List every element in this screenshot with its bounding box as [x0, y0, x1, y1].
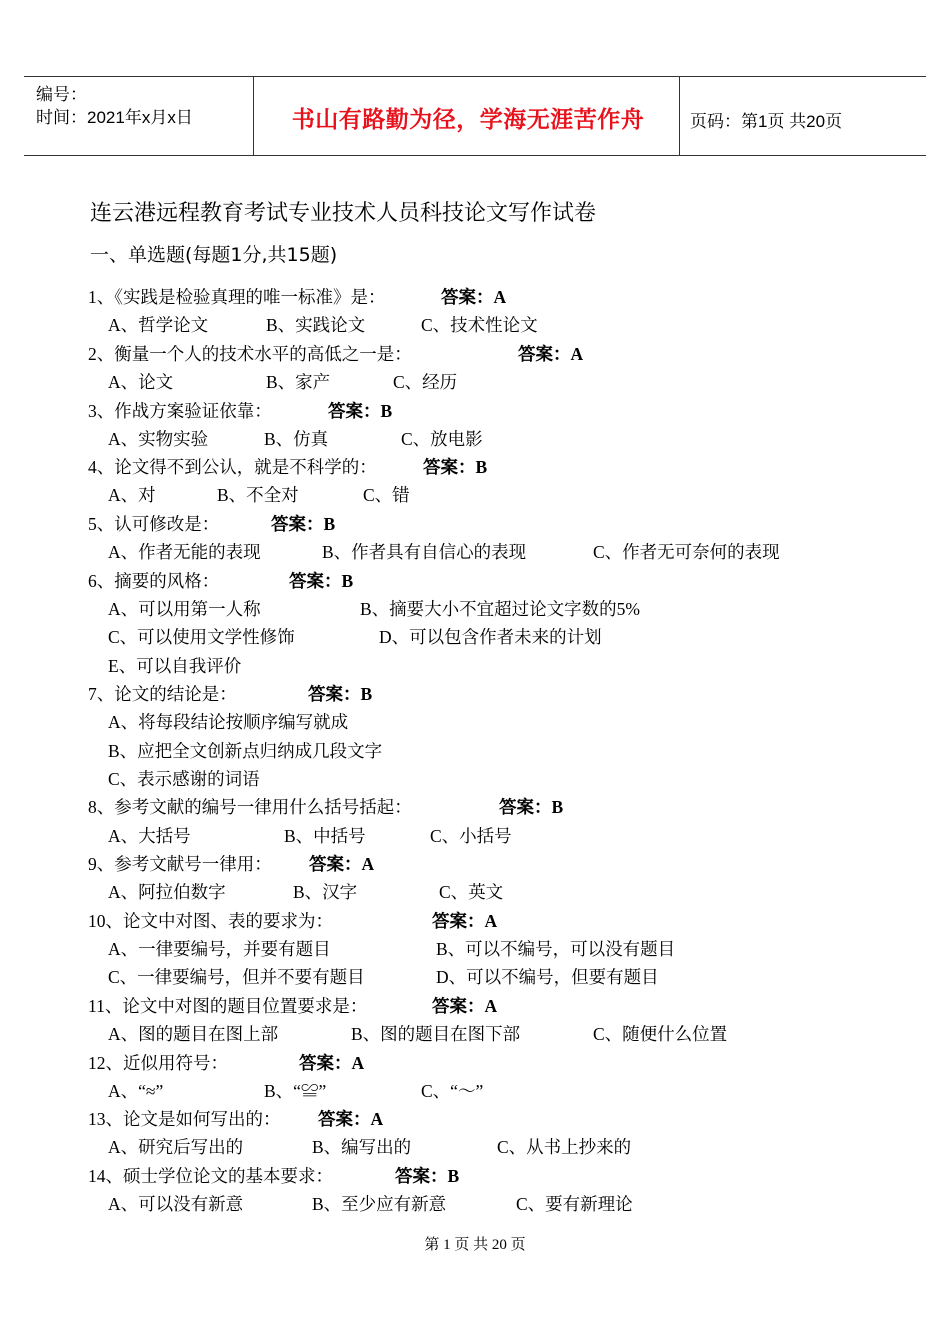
- question-text: 10、论文中对图、表的要求为：: [88, 911, 333, 931]
- answer-key: 答案：B: [499, 797, 564, 817]
- option: C、错: [363, 485, 410, 505]
- option: C、要有新理论: [516, 1194, 633, 1214]
- answer-key: 答案：A: [432, 996, 498, 1016]
- number-label: 编号：: [36, 85, 87, 104]
- option: A、作者无能的表现: [108, 542, 261, 562]
- option: C、英文: [439, 882, 504, 902]
- header-page-info: 页码：第1页 共20页: [690, 112, 843, 131]
- section-heading: 一、单选题(每题1分,共15题): [90, 244, 338, 266]
- option: B、实践论文: [266, 315, 366, 335]
- option: B、至少应有新意: [312, 1194, 447, 1214]
- option: C、随便什么位置: [593, 1024, 728, 1044]
- option: B、应把全文创新点归纳成几段文字: [108, 741, 383, 761]
- answer-key: 答案：A: [318, 1109, 384, 1129]
- option: A、论文: [108, 372, 174, 392]
- answer-key: 答案：B: [423, 457, 488, 477]
- page-footer: 第 1 页 共 20 页: [424, 1237, 526, 1253]
- option: B、可以不编号，可以没有题目: [436, 939, 676, 959]
- question-text: 11、论文中对图的题目位置要求是：: [88, 996, 368, 1016]
- option: B、“≌”: [264, 1081, 327, 1101]
- answer-key: 答案：B: [328, 401, 393, 421]
- option: C、一律要编号，但并不要有题目: [108, 967, 365, 987]
- question-text: 6、摘要的风格：: [88, 571, 220, 591]
- answer-key: 答案：A: [441, 287, 507, 307]
- option: B、作者具有自信心的表现: [322, 542, 527, 562]
- answer-key: 答案：A: [309, 854, 375, 874]
- option: A、一律要编号，并要有题目: [108, 939, 331, 959]
- option: B、编写出的: [312, 1137, 412, 1157]
- option: A、实物实验: [108, 429, 209, 449]
- option: C、放电影: [401, 429, 483, 449]
- option: B、不全对: [217, 485, 299, 505]
- option: A、图的题目在图上部: [108, 1024, 279, 1044]
- option: A、哲学论文: [108, 315, 209, 335]
- page-header: [24, 76, 926, 156]
- option: C、从书上抄来的: [497, 1137, 632, 1157]
- answer-key: 答案：B: [395, 1166, 460, 1186]
- question-text: 7、论文的结论是：: [88, 684, 237, 704]
- question-text: 13、论文是如何写出的：: [88, 1109, 281, 1129]
- answer-key: 答案：A: [299, 1053, 365, 1073]
- option: D、可以包含作者未来的计划: [379, 627, 602, 647]
- option: C、技术性论文: [421, 315, 538, 335]
- option: A、“≈”: [108, 1081, 164, 1101]
- question-text: 2、衡量一个人的技术水平的高低之一是：: [88, 344, 412, 364]
- option: C、经历: [393, 372, 458, 392]
- question-text: 4、论文得不到公认，就是不科学的：: [88, 457, 377, 477]
- option: B、中括号: [284, 826, 366, 846]
- option: C、表示感谢的词语: [108, 769, 260, 789]
- header-motto: 书山有路勤为径，学海无涯苦作舟: [291, 107, 645, 133]
- option: E、可以自我评价: [108, 656, 242, 676]
- option: A、将每段结论按顺序编写就成: [108, 712, 349, 732]
- option: B、汉字: [293, 882, 358, 902]
- option: B、摘要大小不宜超过论文字数的5%: [360, 599, 640, 619]
- question-text: 14、硕士学位论文的基本要求：: [88, 1166, 333, 1186]
- answer-key: 答案：A: [518, 344, 584, 364]
- question-text: 1、《实践是检验真理的唯一标准》是：: [88, 287, 386, 307]
- option: D、可以不编号，但要有题目: [436, 967, 659, 987]
- question-text: 3、作战方案验证依靠：: [88, 401, 272, 421]
- page-title: 连云港远程教育考试专业技术人员科技论文写作试卷: [90, 201, 597, 226]
- answer-key: 答案：A: [432, 911, 498, 931]
- option: C、“～”: [421, 1081, 484, 1101]
- option: A、研究后写出的: [108, 1137, 244, 1157]
- header-divider: [679, 77, 680, 155]
- option: B、家产: [266, 372, 331, 392]
- option: B、仿真: [264, 429, 329, 449]
- option: A、可以用第一人称: [108, 599, 261, 619]
- answer-key: 答案：B: [289, 571, 354, 591]
- option: A、可以没有新意: [108, 1194, 244, 1214]
- option: B、图的题目在图下部: [351, 1024, 521, 1044]
- answer-key: 答案：B: [271, 514, 336, 534]
- option: C、作者无可奈何的表现: [593, 542, 780, 562]
- option: A、阿拉伯数字: [108, 882, 226, 902]
- answer-key: 答案：B: [308, 684, 373, 704]
- question-text: 12、近似用符号：: [88, 1053, 228, 1073]
- header-meta: [36, 83, 193, 129]
- question-text: 8、参考文献的编号一律用什么括号括起：: [88, 797, 412, 817]
- question-text: 9、参考文献号一律用：: [88, 854, 272, 874]
- header-divider: [253, 77, 254, 155]
- option: C、可以使用文学性修饰: [108, 627, 295, 647]
- time-label: 时间：2021年x月x日: [36, 108, 193, 127]
- option: C、小括号: [430, 826, 512, 846]
- option: A、大括号: [108, 826, 191, 846]
- question-text: 5、认可修改是：: [88, 514, 220, 534]
- option: A、对: [108, 485, 156, 505]
